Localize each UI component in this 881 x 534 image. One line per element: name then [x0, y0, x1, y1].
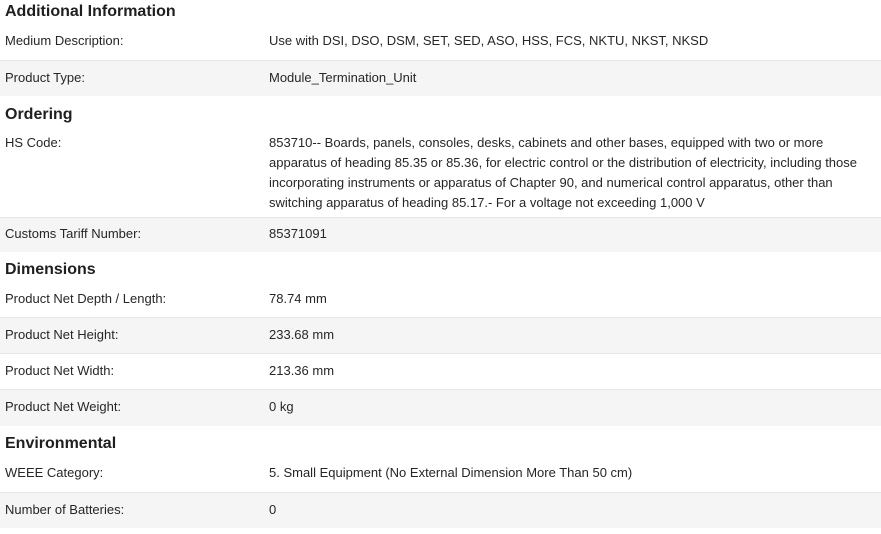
section-additional-information: [0, 0, 881, 96]
spec-value: 5. Small Equipment (No External Dimension More Than 50 cm): [269, 465, 633, 480]
spec-value: Module_Termination_Unit: [269, 70, 417, 85]
spec-row-product-net-width: [0, 354, 881, 390]
spec-label: WEEE Category:: [5, 465, 104, 480]
section-environmental: [0, 432, 881, 528]
spec-value: Use with DSI, DSO, DSM, SET, SED, ASO, HSS, FCS, NKTU, NKST, NKSD: [269, 33, 709, 48]
spec-label: Medium Description:: [5, 33, 124, 48]
spec-row-product-net-height: [0, 318, 881, 354]
spec-label: Product Net Width:: [5, 363, 115, 378]
spec-value: 85371091: [269, 226, 327, 241]
spec-row-product-net-depth: [0, 282, 881, 318]
section-dimensions: [0, 258, 881, 426]
spec-value: 213.36 mm: [269, 363, 335, 378]
section-ordering: [0, 103, 881, 252]
spec-value: 0 kg: [269, 399, 294, 414]
section-title-dimensions: Dimensions: [5, 261, 96, 278]
spec-label: Product Net Height:: [5, 327, 119, 342]
spec-row-number-of-batteries: [0, 493, 881, 528]
spec-label: Product Net Depth / Length:: [5, 291, 167, 306]
spec-value: 0: [269, 502, 277, 517]
spec-row-hs-code: [0, 127, 881, 218]
spec-value: 233.68 mm: [269, 327, 335, 342]
spec-row-medium-description: [0, 24, 881, 61]
spec-value: 78.74 mm: [269, 291, 327, 306]
spec-label: Product Net Weight:: [5, 399, 122, 414]
spec-value: 853710-- Boards, panels, consoles, desks, cabinets and other bases, equipped with two or more apparatus of heading 85.35 or 85.36, for electric control or the distribution of electricity, including those incorporating instruments or apparatus of Chapter 90, and numerical control apparatus, other than switching apparatus of heading 85.17.- For a voltage not exceeding 1,000 V: [269, 135, 857, 210]
spec-label: Product Type:: [5, 70, 85, 85]
spec-label: HS Code:: [5, 135, 62, 150]
section-title-environmental: Environmental: [5, 435, 117, 452]
spec-row-product-type: [0, 61, 881, 96]
spec-row-product-net-weight: [0, 390, 881, 426]
spec-row-customs-tariff-number: [0, 218, 881, 252]
section-title-ordering: Ordering: [5, 106, 73, 123]
spec-label: Number of Batteries:: [5, 502, 125, 517]
spec-label: Customs Tariff Number:: [5, 226, 142, 241]
section-title-additional-information: Additional Information: [5, 3, 176, 20]
spec-row-weee-category: [0, 456, 881, 493]
